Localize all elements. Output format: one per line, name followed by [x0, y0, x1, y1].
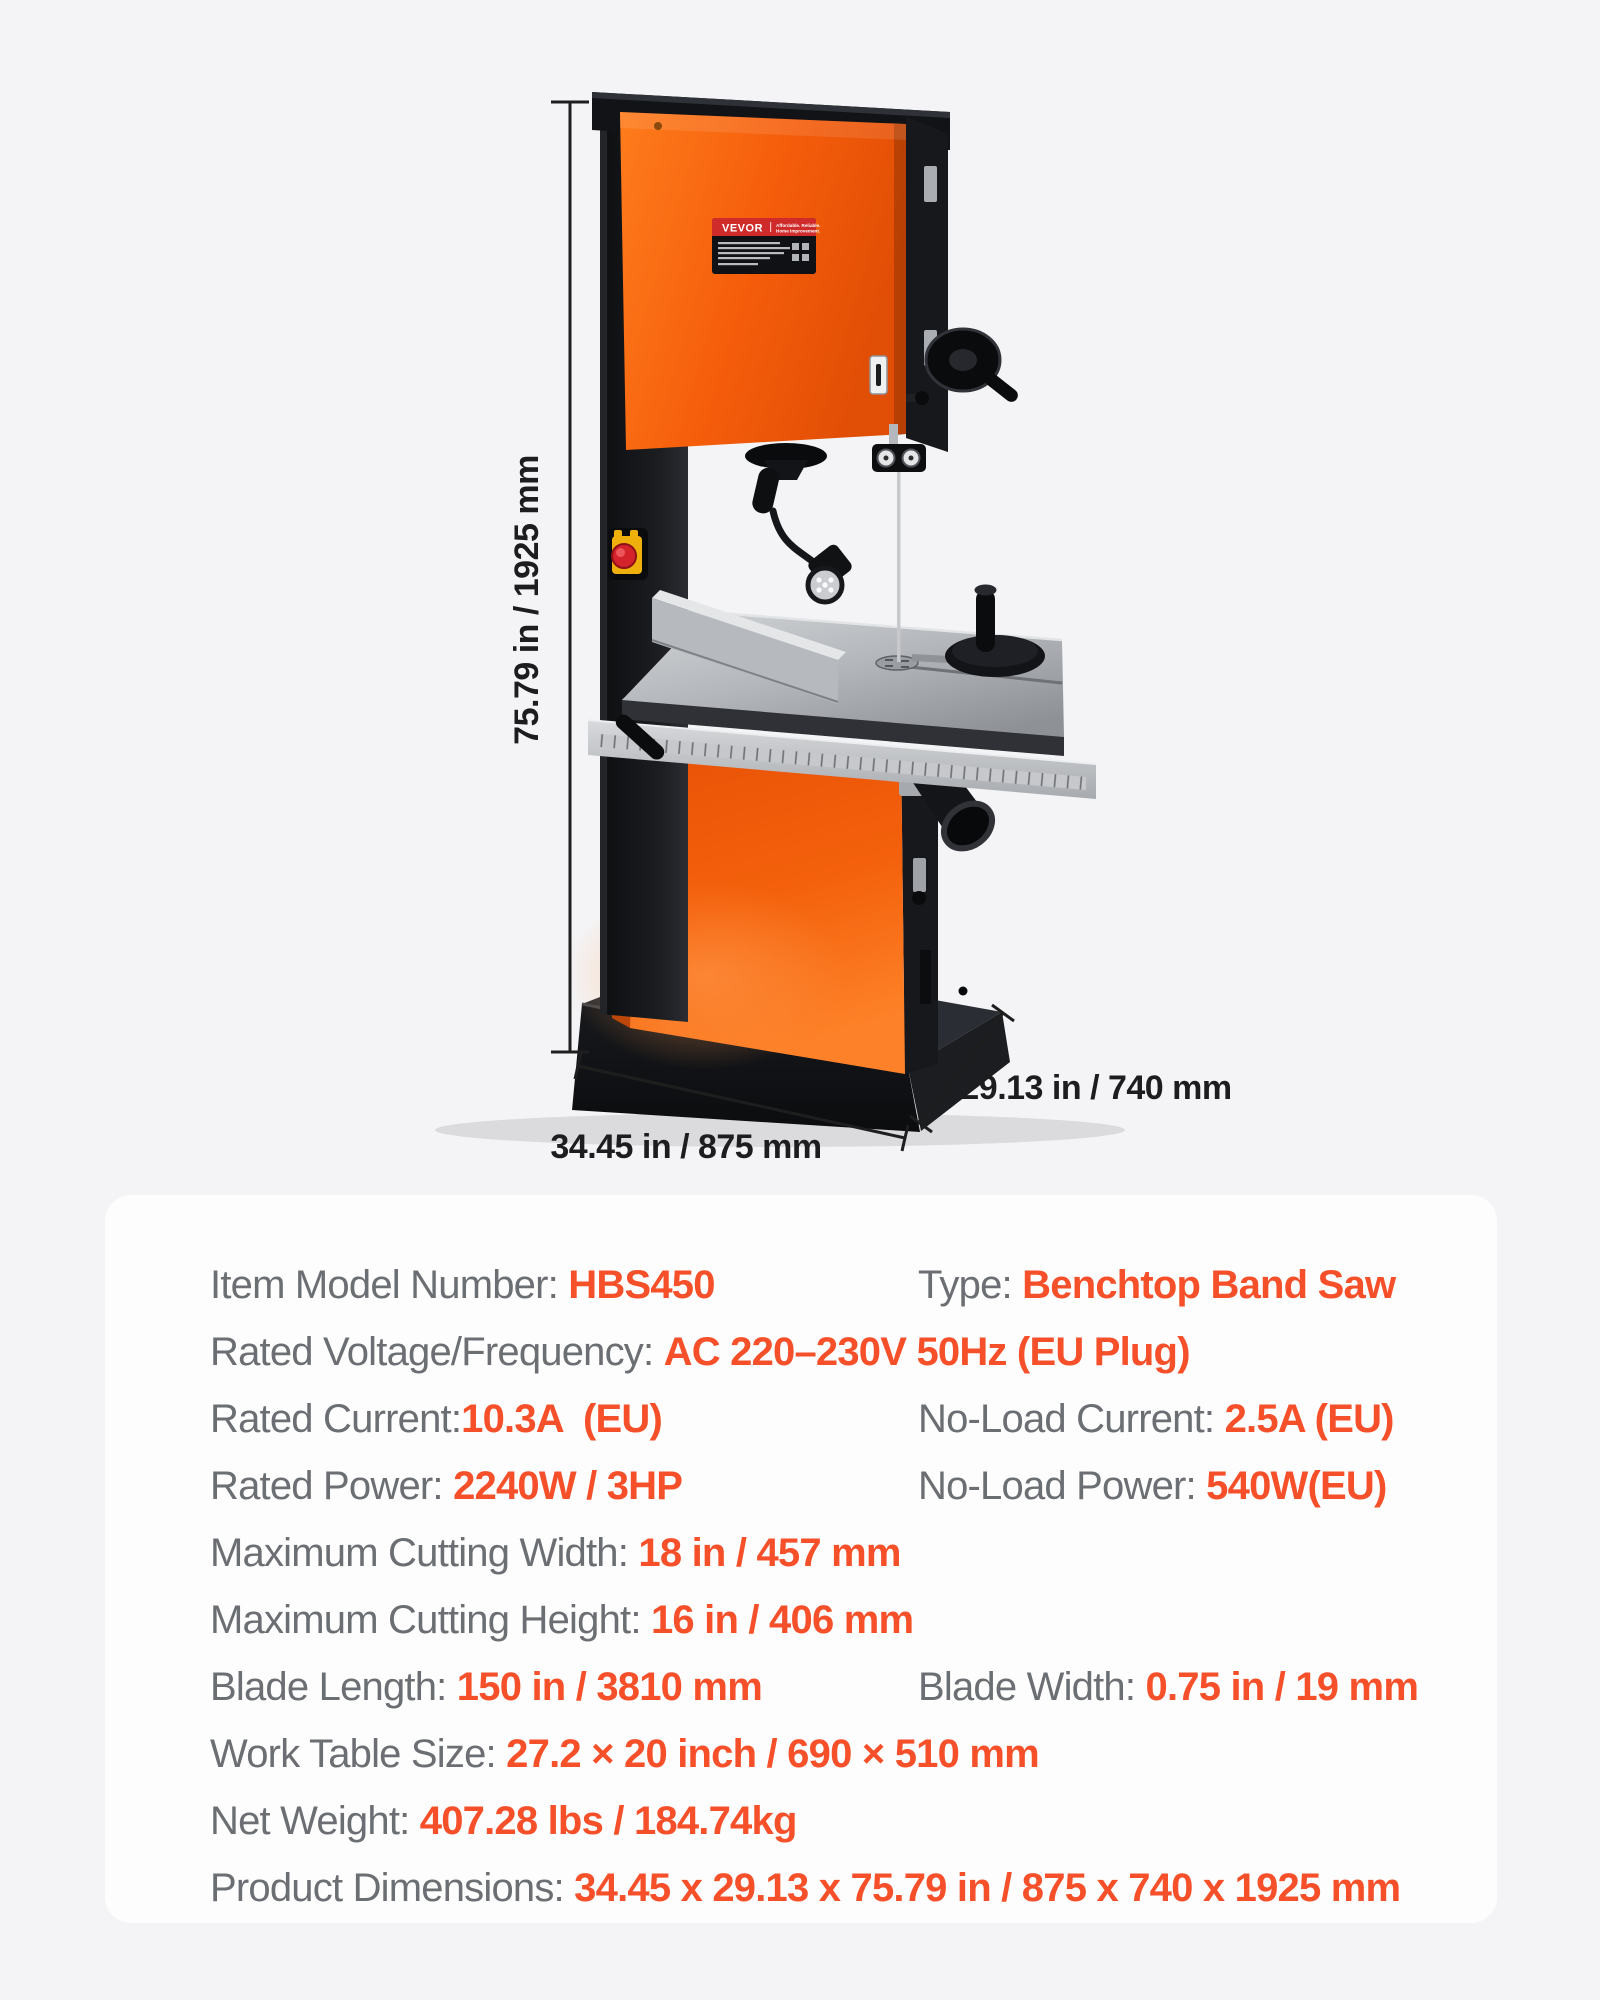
spec-label: No-Load Power: [918, 1463, 1207, 1508]
rating-label-plate [712, 218, 820, 274]
certification-icon [792, 243, 799, 250]
spec-value: 16 in / 406 mm [650, 1597, 914, 1642]
door-hinge [924, 166, 937, 202]
certification-icon [802, 243, 809, 250]
brand-logo-text: VEVOR [722, 222, 764, 235]
miter-gauge-knob [976, 590, 995, 652]
spec-value: Benchtop Band Saw [1022, 1262, 1396, 1307]
spec-item-noload-current [918, 1396, 1477, 1441]
spec-value: 540W(EU) [1206, 1463, 1387, 1508]
work-light [745, 443, 854, 602]
spec-value: 2240W / 3HP [453, 1463, 683, 1508]
lower-latch-knob [912, 891, 926, 905]
spec-label: Maximum Cutting Height: [210, 1597, 651, 1642]
spec-value: 2.5A (EU) [1224, 1396, 1394, 1441]
spec-value: HBS450 [568, 1262, 715, 1307]
spec-item-work-table-size [210, 1731, 1477, 1776]
spec-label: Work Table Size: [210, 1731, 507, 1776]
spec-label: Type: [918, 1262, 1023, 1307]
spec-item-model-number [210, 1262, 918, 1307]
estop-red-button [612, 544, 636, 568]
spec-item-blade-length [210, 1664, 918, 1709]
label-tagline-2: Home Improvement. [776, 228, 821, 234]
spec-item-rated-power [210, 1463, 918, 1508]
emergency-stop-switch [608, 528, 648, 580]
spec-label: Item Model Number: [210, 1262, 569, 1307]
upper-wheel-door [620, 112, 906, 450]
spec-item-max-cutting-height [210, 1597, 1477, 1642]
spec-value: 27.2 × 20 inch / 690 × 510 mm [506, 1731, 1039, 1776]
spec-grid [105, 1195, 1497, 1921]
spec-label: Rated Power: [210, 1463, 454, 1508]
spec-card [105, 1195, 1497, 1923]
depth-dimension-label: 29.13 in / 740 mm [960, 1069, 1232, 1107]
spec-label: Rated Current: [210, 1396, 462, 1441]
spec-value: 18 in / 457 mm [638, 1530, 901, 1575]
light-gooseneck [773, 511, 812, 561]
door-screw [654, 122, 662, 130]
spec-item-max-cutting-width [210, 1530, 1477, 1575]
spec-item-rated-current [210, 1396, 918, 1441]
spec-label: Product Dimensions: [210, 1865, 575, 1910]
certification-icon [792, 254, 799, 261]
height-dimension-label: 75.79 in / 1925 mm [508, 455, 546, 745]
spec-value: 34.45 x 29.13 x 75.79 in / 875 x 740 x 1925 mm [574, 1865, 1401, 1910]
spec-item-blade-width [918, 1664, 1477, 1709]
spec-label: Maximum Cutting Width: [210, 1530, 639, 1575]
spec-value: AC 220–230V 50Hz (EU Plug) [663, 1329, 1190, 1374]
lower-latch-plate [913, 858, 926, 892]
side-vent-slot [920, 950, 931, 1004]
spec-label: Blade Width: [918, 1664, 1146, 1709]
spec-item-net-weight [210, 1798, 1477, 1843]
spec-value: 407.28 lbs / 184.74kg [419, 1798, 797, 1843]
base-bolt-hole [959, 987, 968, 996]
spec-item-type [918, 1262, 1477, 1307]
spec-label: Blade Length: [210, 1664, 457, 1709]
spec-item-product-dimensions [210, 1865, 1477, 1910]
label-tagline-1: Affordable. Reliable. [776, 223, 821, 228]
spec-value: 0.75 in / 19 mm [1145, 1664, 1419, 1709]
spec-item-rated-voltage [210, 1329, 1477, 1374]
spec-label: No-Load Current: [918, 1396, 1225, 1441]
width-dimension-label: 34.45 in / 875 mm [550, 1128, 822, 1166]
spec-label: Rated Voltage/Frequency: [210, 1329, 664, 1374]
upper-side-panel [906, 116, 948, 452]
spec-value: 150 in / 3810 mm [456, 1664, 762, 1709]
upper-latch-knob [915, 391, 929, 405]
handwheel-handle [983, 371, 1021, 405]
spec-value: 10.3A (EU) [461, 1396, 663, 1441]
saw-blade [897, 448, 901, 662]
spec-item-noload-power [918, 1463, 1477, 1508]
certification-icon [802, 254, 809, 261]
spec-label: Net Weight: [210, 1798, 420, 1843]
